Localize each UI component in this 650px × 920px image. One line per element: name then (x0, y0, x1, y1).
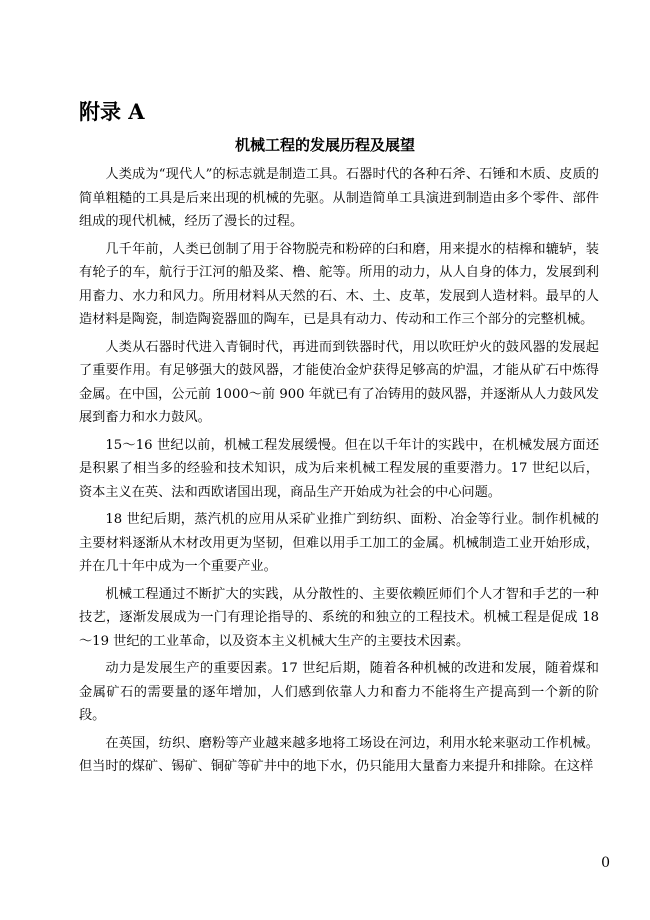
paragraph: 机械工程通过不断扩大的实践，从分散性的、主要依赖匠师们个人才智和手艺的一种技艺，逐渐发展成为一门有理论指导的、系统的和独立的工程技术。机械工程是促成 18～19 世纪的工业革命，以及资本主义机械大生产的主要技术因素。 (79, 586, 599, 649)
paragraph: 人类从石器时代进入青铜时代，再进而到铁器时代，用以吹旺炉火的鼓风器的发展起了重要作用。有足够强大的鼓风器，才能使冶金炉获得足够高的炉温，才能从矿石中炼得金属。在中国，公元前 1000～前 900 年就已有了冶铸用的鼓风器，并逐渐从人力鼓风发展到畜力和水力鼓风。 (79, 339, 599, 425)
paragraph: 15～16 世纪以前，机械工程发展缓慢。但在以千年计的实践中，在机械发展方面还是积累了相当多的经验和技术知识，成为后来机械工程发展的重要潜力。17 世纪以后，资本主义在英、法和西欧诸国出现，商品生产开始成为社会的中心问题。 (79, 437, 599, 500)
body-text (79, 163, 599, 781)
appendix-heading: 附录 A (79, 99, 145, 124)
paragraph: 几千年前，人类已创制了用于谷物脱壳和粉碎的臼和磨，用来提水的桔槔和辘轳，装有轮子的车，航行于江河的船及桨、橹、舵等。所用的动力，从人自身的体力，发展到利用畜力、水力和风力。所用材料从天然的石、木、土、皮革，发展到人造材料。最早的人造材料是陶瓷，制造陶瓷器皿的陶车，已是具有动力、传动和工作三个部分的完整机械。 (79, 241, 599, 327)
page-number: 0 (601, 855, 610, 871)
paragraph: 18 世纪后期，蒸汽机的应用从采矿业推广到纺织、面粉、冶金等行业。制作机械的主要材料逐渐从木材改用更为坚韧，但难以用手工加工的金属。机械制造工业开始形成，并在几十年中成为一个重要产业。 (79, 512, 599, 574)
paragraph: 在英国，纺织、磨粉等产业越来越多地将工场设在河边，利用水轮来驱动工作机械。但当时的煤矿、锡矿、铜矿等矿井中的地下水，仍只能用大量畜力来提升和排除。在这样 (79, 735, 599, 774)
paragraph: 动力是发展生产的重要因素。17 世纪后期，随着各种机械的改进和发展，随着煤和金属矿石的需要量的逐年增加，人们感到依靠人力和畜力不能将生产提高到一个新的阶段。 (79, 661, 599, 723)
article-title: 机械工程的发展历程及展望 (234, 136, 415, 154)
paragraph: 人类成为“现代人”的标志就是制造工具。石器时代的各种石斧、石锤和木质、皮质的简单粗糙的工具是后来出现的机械的先驱。从制造简单工具演进到制造由多个零件、部件组成的现代机械，经历了漫长的过程。 (79, 167, 599, 229)
